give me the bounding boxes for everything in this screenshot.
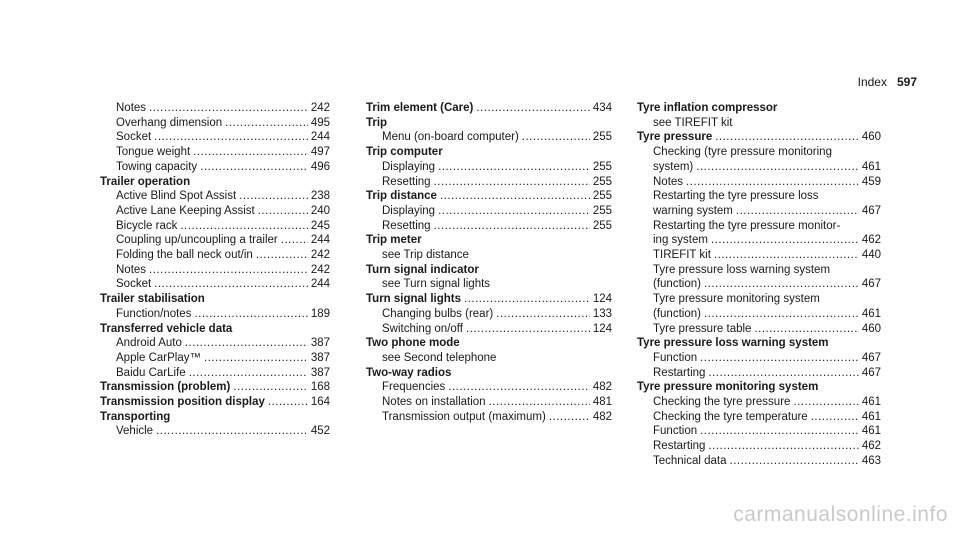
- entry-text: Folding the ball neck out/in: [116, 249, 253, 262]
- page-ref: 242: [310, 249, 330, 262]
- entry-text: Transmission (problem): [100, 381, 231, 394]
- index-entry: [637, 277, 881, 292]
- entry-text: Tyre pressure: [637, 131, 713, 144]
- index-entry: [100, 366, 330, 381]
- index-heading: [366, 263, 612, 278]
- index-heading: [100, 410, 330, 425]
- index-entry: [366, 307, 612, 322]
- entry-text: see Turn signal lights: [382, 278, 491, 291]
- page-ref: 255: [592, 175, 612, 188]
- entry-text: Notes: [116, 102, 147, 114]
- index-entry: [637, 204, 881, 219]
- leader-dots: [268, 395, 308, 410]
- entry-text: Function: [653, 425, 698, 438]
- index-heading: [100, 292, 330, 307]
- entry-text: Tyre pressure loss warning system: [637, 337, 829, 350]
- leader-dots: [154, 130, 308, 145]
- page-ref: 255: [592, 204, 612, 217]
- entry-text: Menu (on-board computer): [382, 131, 519, 144]
- entry-text: TIREFIT kit: [653, 249, 711, 262]
- entry-text: see TIREFIT kit: [653, 116, 733, 129]
- page-ref: 452: [310, 425, 330, 438]
- leader-dots: [696, 160, 859, 175]
- page-ref: 255: [592, 131, 612, 144]
- index-heading: [100, 395, 330, 410]
- index-entry: [366, 204, 612, 219]
- leader-dots: [440, 189, 590, 204]
- index-entry: [366, 130, 612, 145]
- entry-text: Android Auto: [116, 337, 182, 350]
- leader-dots: [189, 366, 308, 381]
- entry-text: Switching on/off: [382, 322, 463, 335]
- index-entry: [366, 160, 612, 175]
- page-ref: 461: [861, 425, 881, 438]
- page-ref: 440: [861, 249, 881, 262]
- leader-dots: [715, 130, 859, 145]
- entry-text: Resetting: [382, 175, 431, 188]
- leader-dots: [704, 277, 859, 292]
- page-ref: 497: [310, 146, 330, 159]
- index-entry: [637, 366, 881, 381]
- index-entry: [100, 116, 330, 131]
- page-ref: 244: [310, 234, 330, 247]
- index-heading: [100, 175, 330, 190]
- page-number: 597: [896, 75, 917, 89]
- index-entry: [637, 145, 881, 160]
- leader-dots: [233, 380, 307, 395]
- index-heading: [366, 336, 612, 351]
- page-ref: 461: [861, 160, 881, 173]
- page-ref: 238: [310, 190, 330, 203]
- index-entry: [366, 351, 612, 366]
- page-ref: 189: [310, 307, 330, 320]
- entry-text: Tyre pressure monitoring system: [637, 381, 819, 394]
- page-ref: 461: [861, 396, 881, 409]
- entry-text: Displaying: [382, 160, 436, 173]
- index-entry: [637, 439, 881, 454]
- entry-text: Coupling up/uncoupling a trailer: [116, 234, 278, 247]
- entry-text: Restarting: [653, 440, 706, 453]
- index-heading: [366, 233, 612, 248]
- index-entry: [100, 189, 330, 204]
- index-entry: [366, 219, 612, 234]
- index-entry: [637, 424, 881, 439]
- page-ref: 242: [310, 263, 330, 276]
- entry-text: (function): [653, 307, 701, 320]
- entry-text: Notes: [116, 263, 147, 276]
- leader-dots: [438, 204, 590, 219]
- leader-dots: [714, 248, 859, 263]
- entry-text: Checking the tyre pressure: [653, 396, 791, 409]
- leader-dots: [730, 454, 859, 469]
- leader-dots: [496, 307, 590, 322]
- leader-dots: [754, 322, 858, 337]
- entry-text: Function: [653, 351, 698, 364]
- leader-dots: [476, 101, 589, 116]
- leader-dots: [239, 189, 308, 204]
- index-heading: [366, 189, 612, 204]
- leader-dots: [149, 101, 308, 116]
- index-entry: [100, 130, 330, 145]
- entry-text: Trailer operation: [100, 175, 191, 188]
- index-entry: [100, 263, 330, 278]
- index-heading: [637, 380, 881, 395]
- entry-text: Checking the tyre temperature: [653, 410, 808, 423]
- index-heading: [366, 145, 612, 160]
- leader-dots: [700, 424, 859, 439]
- leader-dots: [448, 380, 590, 395]
- leader-dots: [256, 248, 308, 263]
- entry-text: Notes on installation: [382, 396, 486, 409]
- entry-text: Apple CarPlay™: [116, 351, 202, 364]
- index-heading: [100, 380, 330, 395]
- entry-text: Function/notes: [116, 307, 192, 320]
- entry-text: Resetting: [382, 219, 431, 232]
- entry-text: Transmission output (maximum): [382, 410, 546, 423]
- page-ref: 387: [310, 351, 330, 364]
- page-ref: 462: [861, 440, 881, 453]
- index-entry: [100, 233, 330, 248]
- index-entry: [366, 395, 612, 410]
- entry-text: Towing capacity: [116, 160, 198, 173]
- leader-dots: [200, 160, 308, 175]
- entry-text: Restarting the tyre pressure loss: [653, 190, 819, 203]
- leader-dots: [711, 233, 859, 248]
- index-entry: [100, 145, 330, 160]
- index-entry: [637, 322, 881, 337]
- leader-dots: [489, 395, 590, 410]
- index-entry: [366, 380, 612, 395]
- index-entry: [637, 116, 881, 131]
- index-column-1: [100, 101, 330, 439]
- index-entry: [100, 336, 330, 351]
- index-entry: [366, 322, 612, 337]
- leader-dots: [708, 439, 858, 454]
- index-entry: [637, 410, 881, 425]
- entry-text: Tongue weight: [116, 146, 191, 159]
- page-ref: 387: [310, 366, 330, 379]
- leader-dots: [464, 292, 590, 307]
- index-entry: [100, 424, 330, 439]
- page-ref: 467: [861, 278, 881, 291]
- leader-dots: [185, 336, 308, 351]
- page-ref: 460: [861, 322, 881, 335]
- index-entry: [100, 101, 330, 116]
- leader-dots: [194, 307, 307, 322]
- index-entry: [637, 248, 881, 263]
- entry-text: system): [653, 160, 694, 173]
- page-ref: 467: [861, 366, 881, 379]
- leader-dots: [204, 351, 308, 366]
- entry-text: Active Lane Keeping Assist: [116, 204, 255, 217]
- leader-dots: [438, 160, 590, 175]
- page-ref: 255: [592, 160, 612, 173]
- index-column-3: [637, 101, 881, 469]
- leader-dots: [434, 219, 590, 234]
- page-ref: 482: [592, 381, 612, 394]
- entry-text: Socket: [116, 278, 152, 291]
- page-ref: 462: [861, 234, 881, 247]
- entry-text: Tyre pressure table: [653, 322, 752, 335]
- leader-dots: [708, 366, 858, 381]
- entry-text: Displaying: [382, 204, 436, 217]
- page-ref: 168: [310, 381, 330, 394]
- leader-dots: [154, 277, 308, 292]
- index-entry: [366, 410, 612, 425]
- leader-dots: [434, 175, 590, 190]
- entry-text: ing system: [653, 234, 708, 247]
- entry-text: Turn signal indicator: [366, 263, 479, 276]
- entry-text: Overhang dimension: [116, 116, 223, 129]
- page-ref: 244: [310, 131, 330, 144]
- index-entry: [637, 189, 881, 204]
- index-heading: [637, 130, 881, 145]
- page-ref: 481: [592, 396, 612, 409]
- leader-dots: [686, 175, 859, 190]
- page-ref: 463: [861, 454, 881, 467]
- index-entry: [366, 248, 612, 263]
- leader-dots: [793, 395, 858, 410]
- index-entry: [637, 395, 881, 410]
- entry-text: Transferred vehicle data: [100, 322, 233, 335]
- entry-text: Trailer stabilisation: [100, 293, 205, 306]
- entry-text: Trip meter: [366, 234, 422, 247]
- page-ref: 482: [592, 410, 612, 423]
- entry-text: Trip: [366, 116, 388, 129]
- index-entry: [637, 351, 881, 366]
- entry-text: see Trip distance: [382, 249, 469, 262]
- page-ref: 244: [310, 278, 330, 291]
- page-ref: 124: [592, 322, 612, 335]
- page-ref: 434: [592, 102, 612, 114]
- entry-text: warning system: [653, 204, 733, 217]
- index-heading: [366, 101, 612, 116]
- page-ref: 255: [592, 190, 612, 203]
- page-ref: 133: [592, 307, 612, 320]
- entry-text: Vehicle: [116, 425, 154, 438]
- index-column-2: [366, 101, 612, 424]
- page-ref: 124: [592, 293, 612, 306]
- index-entry: [637, 263, 881, 278]
- entry-text: Transmission position display: [100, 396, 265, 409]
- entry-text: Changing bulbs (rear): [382, 307, 494, 320]
- page-ref: 245: [310, 219, 330, 232]
- entry-text: Two-way radios: [366, 366, 452, 379]
- leader-dots: [811, 410, 859, 425]
- leader-dots: [193, 145, 308, 160]
- page-ref: 467: [861, 351, 881, 364]
- entry-text: Frequencies: [382, 381, 446, 394]
- page-ref: 240: [310, 204, 330, 217]
- leader-dots: [736, 204, 859, 219]
- leader-dots: [700, 351, 859, 366]
- entry-text: Trip distance: [366, 190, 437, 203]
- index-entry: [100, 160, 330, 175]
- index-label: Index: [857, 75, 887, 89]
- leader-dots: [549, 410, 590, 425]
- page-header: [858, 75, 917, 89]
- entry-text: Turn signal lights: [366, 293, 461, 306]
- entry-text: Checking (tyre pressure monitoring: [653, 146, 832, 159]
- index-entry: [100, 307, 330, 322]
- index-entry: [100, 219, 330, 234]
- entry-text: Transporting: [100, 410, 171, 423]
- index-heading: [637, 336, 881, 351]
- entry-text: Restarting: [653, 366, 706, 379]
- index-entry: [100, 277, 330, 292]
- index-entry: [637, 233, 881, 248]
- leader-dots: [466, 322, 590, 337]
- index-entry: [366, 277, 612, 292]
- entry-text: Two phone mode: [366, 337, 460, 350]
- page-ref: 460: [861, 131, 881, 144]
- page-ref: 164: [310, 396, 330, 409]
- leader-dots: [180, 219, 307, 234]
- leader-dots: [225, 116, 308, 131]
- entry-text: see Second telephone: [382, 351, 497, 364]
- entry-text: Notes: [653, 175, 684, 188]
- entry-text: Tyre pressure loss warning system: [653, 263, 831, 276]
- leader-dots: [704, 307, 859, 322]
- entry-text: Technical data: [653, 454, 727, 467]
- index-entry: [637, 175, 881, 190]
- entry-text: (function): [653, 278, 701, 291]
- leader-dots: [281, 233, 308, 248]
- page-ref: 461: [861, 410, 881, 423]
- page-ref: 467: [861, 204, 881, 217]
- watermark: carmanualsonline.info: [733, 503, 948, 526]
- leader-dots: [522, 130, 590, 145]
- leader-dots: [258, 204, 308, 219]
- leader-dots: [149, 263, 308, 278]
- page-ref: 461: [861, 307, 881, 320]
- page-ref: 242: [310, 102, 330, 114]
- entry-text: Baidu CarLife: [116, 366, 186, 379]
- index-entry: [637, 292, 881, 307]
- index-entry: [637, 219, 881, 234]
- entry-text: Socket: [116, 131, 152, 144]
- entry-text: Tyre inflation compressor: [637, 102, 778, 114]
- index-entry: [100, 204, 330, 219]
- entry-text: Tyre pressure monitoring system: [653, 293, 820, 306]
- index-heading: [366, 292, 612, 307]
- index-entry: [637, 454, 881, 469]
- index-heading: [100, 322, 330, 337]
- page-ref: 495: [310, 116, 330, 129]
- entry-text: Bicycle rack: [116, 219, 178, 232]
- index-heading: [637, 101, 881, 116]
- page-ref: 255: [592, 219, 612, 232]
- index-entry: [100, 248, 330, 263]
- index-entry: [637, 307, 881, 322]
- index-entry: [637, 160, 881, 175]
- page-ref: 459: [861, 175, 881, 188]
- index-heading: [366, 366, 612, 381]
- page-ref: 387: [310, 337, 330, 350]
- entry-text: Trim element (Care): [366, 102, 474, 114]
- leader-dots: [156, 424, 308, 439]
- index-heading: [366, 116, 612, 131]
- entry-text: Active Blind Spot Assist: [116, 190, 237, 203]
- index-entry: [366, 175, 612, 190]
- index-entry: [100, 351, 330, 366]
- entry-text: Restarting the tyre pressure monitor-: [653, 219, 841, 232]
- entry-text: Trip computer: [366, 146, 443, 159]
- page-ref: 496: [310, 160, 330, 173]
